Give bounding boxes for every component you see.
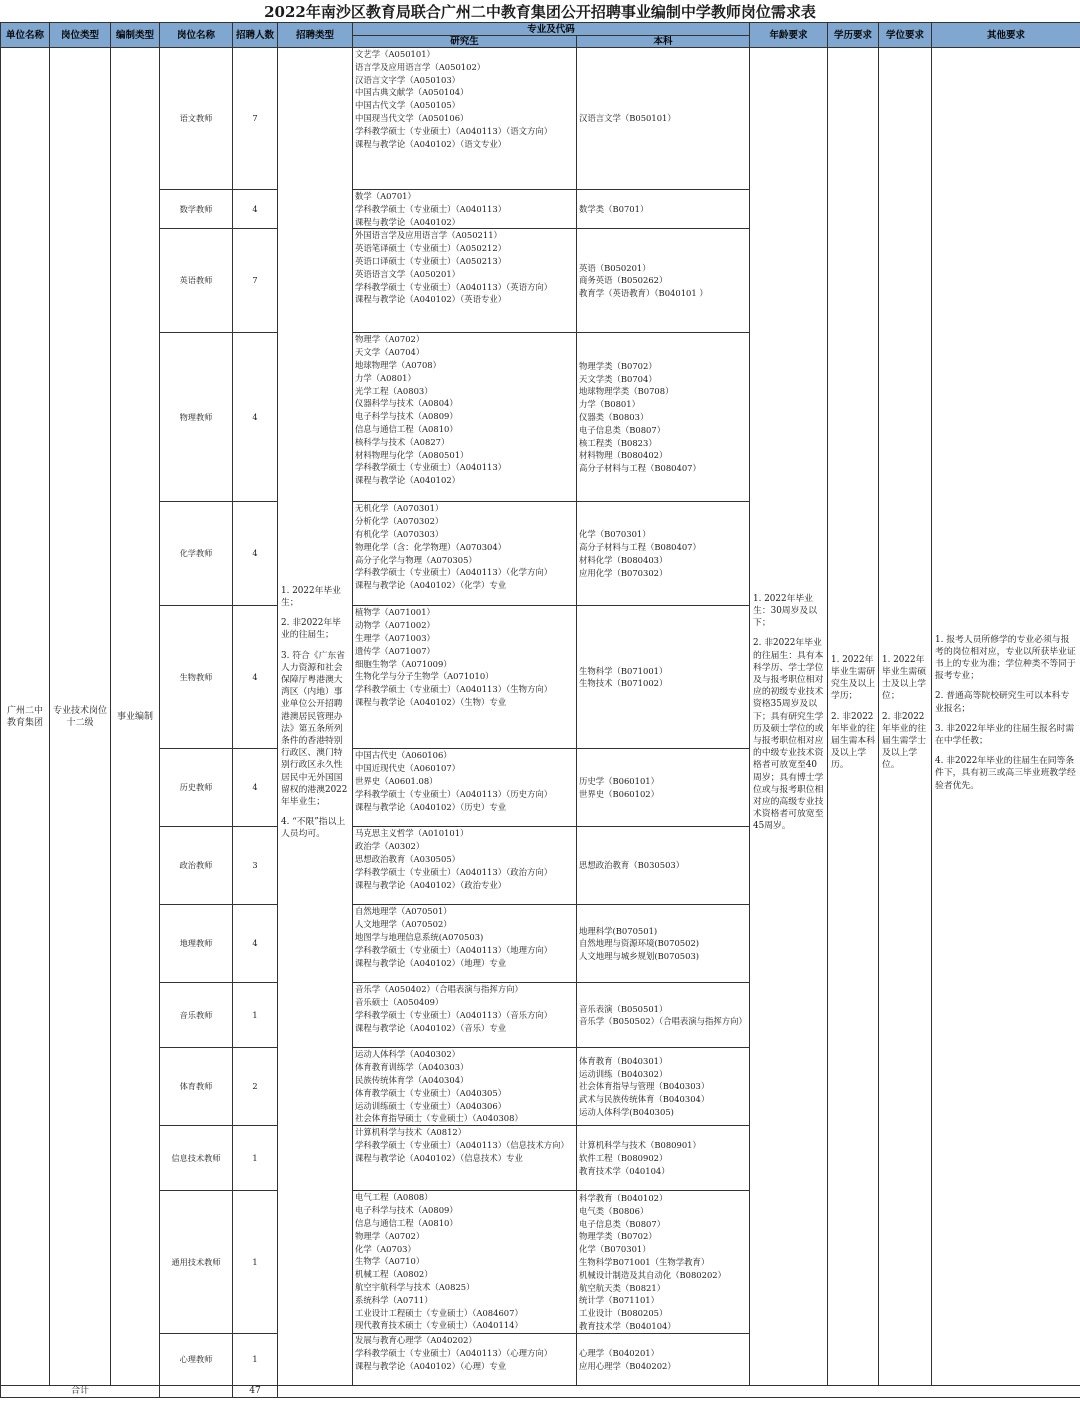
post-name-cell: 历史教师 xyxy=(160,749,233,827)
major-item: 音乐硕士（A050409） xyxy=(355,997,444,1008)
major-item: 运动人体科学(B040305) xyxy=(579,1107,674,1118)
count-cell: 4 xyxy=(233,502,278,606)
major-item: 汉语言文字学（A050103） xyxy=(355,74,461,85)
total-post-cell xyxy=(160,1386,233,1398)
requirement-item: 3. 符合《广东省人力资源和社会保障厅粤港澳大湾区（内地）事业单位公开招聘港澳居民管理办法》第五条所列条件的香港特别行政区、澳门特别行政区永久性居民中无外国国留权的港澳2022年毕业生； xyxy=(281,650,348,808)
major-item: 英语口译硕士（专业硕士）（A050213） xyxy=(355,255,507,266)
major-item: 机械设计制造及其自动化（B080202） xyxy=(579,1269,726,1280)
count-cell: 1 xyxy=(233,1126,278,1191)
major-item: 体育教学硕士（专业硕士）（A040305） xyxy=(355,1087,507,1098)
major-item: 生理学（A071003） xyxy=(355,632,435,643)
major-item: 力学（B0801） xyxy=(579,399,640,410)
major-item: 教育技术学（040104） xyxy=(579,1165,670,1176)
major-item: 物理化学（含：化学物理）（A070304） xyxy=(355,541,507,552)
major-item: 运动训练硕士（专业硕士）（A040306） xyxy=(355,1100,507,1111)
major-item: 遗传学（A071007） xyxy=(355,645,435,656)
count-cell: 7 xyxy=(233,229,278,333)
major-item: 学科教学硕士（专业硕士）（A040113）（生物方向） xyxy=(355,684,553,695)
major-item: 世界史（A0601.08） xyxy=(355,775,438,786)
major-item: 音乐学（A050402）（合唱表演与指挥方向） xyxy=(355,984,523,995)
major-item: 体育教育训练学（A040303） xyxy=(355,1062,469,1073)
major-item: 地球物理学类（B0708） xyxy=(579,386,674,397)
grad-majors-cell xyxy=(353,190,577,229)
requirement-item: 1. 报考人员所修学的专业必须与报考的岗位相对应，专业以所获毕业证书上的专业为准；学位种类不等同于报考专业； xyxy=(935,634,1076,682)
undergrad-majors-cell xyxy=(577,48,750,190)
major-item: 化学（B070301） xyxy=(579,529,651,540)
major-item: 应用化学（B070302） xyxy=(579,567,668,578)
major-item: 学科教学硕士（专业硕士）（A040113）（心理方向） xyxy=(355,1348,553,1359)
major-item: 核科学与技术（A0827） xyxy=(355,436,450,447)
header-undergrad: 本科 xyxy=(577,36,750,48)
education-cell xyxy=(828,48,879,1386)
major-item: 学科教学硕士（专业硕士）（A040113）（化学方向） xyxy=(355,567,553,578)
unit-cell: 广州二中教育集团 xyxy=(1,48,50,1386)
post-name-cell: 体育教师 xyxy=(160,1048,233,1126)
requirement-item: 2. 普通高等院校研究生可以本科专业报名； xyxy=(935,691,1070,714)
major-item: 计算机科学与技术（A0812） xyxy=(355,1127,467,1138)
header-major: 专业及代码 xyxy=(353,23,750,36)
major-item: 软件工程（B080902） xyxy=(579,1152,668,1163)
major-item: 高分子材料与工程（B080407） xyxy=(579,542,701,553)
major-item: 文艺学（A050101） xyxy=(355,49,435,59)
grad-majors-cell xyxy=(353,749,577,827)
header-count: 招聘人数 xyxy=(233,23,278,48)
major-item: 天文学类（B0704） xyxy=(579,373,657,384)
undergrad-majors-cell xyxy=(577,229,750,333)
major-item: 课程与教学论（A040102）（语文专业） xyxy=(355,138,507,149)
major-item: 课程与教学论（A040102）（生物）专业 xyxy=(355,696,507,707)
major-item: 学科教学硕士（专业硕士）（A040113）（历史方向） xyxy=(355,788,553,799)
age-cell xyxy=(750,48,828,1386)
major-item: 力学（A0801） xyxy=(355,372,416,383)
major-item: 音乐学（B050502）（合唱表演与指挥方向） xyxy=(579,1016,747,1027)
major-item: 人文地理学（A070502） xyxy=(355,919,452,930)
major-item: 马克思主义哲学（A010101） xyxy=(355,828,469,839)
major-item: 仪器科学与技术（A0804） xyxy=(355,398,458,409)
major-item: 航空宇航科学与技术（A0825） xyxy=(355,1281,475,1292)
undergrad-majors-cell xyxy=(577,827,750,905)
major-item: 核工程类（B0823） xyxy=(579,437,657,448)
requirement-item: 2. 非2022年毕业的往届生需学士及以上学位。 xyxy=(882,711,927,771)
major-item: 统计学（B071101） xyxy=(579,1295,659,1306)
count-cell: 1 xyxy=(233,1191,278,1334)
major-item: 外国语言学及应用语言学（A050211） xyxy=(355,230,502,241)
major-item: 物理学类（B0702） xyxy=(579,1231,657,1242)
major-item: 材料化学（B080403） xyxy=(579,554,668,565)
major-item: 学科教学硕士（专业硕士）（A040113）（英语方向） xyxy=(355,281,553,292)
major-item: 电子信息类（B0807） xyxy=(579,1218,666,1229)
major-item: 分析化学（A070302） xyxy=(355,516,444,527)
post-name-cell: 物理教师 xyxy=(160,333,233,502)
header-post-name: 岗位名称 xyxy=(160,23,233,48)
major-item: 仪器类（B0803） xyxy=(579,411,649,422)
requirement-item: 4. 非2022年毕业的往届生在同等条件下，具有初三或高三毕业班教学经验者优先。 xyxy=(935,756,1076,791)
major-item: 材料物理（B080402） xyxy=(579,450,668,461)
major-item: 中国古代史（A060106） xyxy=(355,750,452,761)
major-item: 体育教育（B040301） xyxy=(579,1055,668,1066)
major-item: 高分子化学与物理（A070305） xyxy=(355,554,477,565)
staffing-cell: 事业编制 xyxy=(111,48,160,1386)
post-name-cell: 化学教师 xyxy=(160,502,233,606)
major-item: 课程与教学论（A040102）（历史）专业 xyxy=(355,801,507,812)
major-item: 工业设计工程硕士（专业硕士）（A084607） xyxy=(355,1307,523,1318)
major-item: 现代教育技术硕士（专业硕士）（A040114） xyxy=(355,1320,523,1331)
major-item: 物理学（A0702） xyxy=(355,334,425,345)
major-item: 细胞生物学（A071009） xyxy=(355,658,452,669)
major-item: 系统科学（A0711） xyxy=(355,1294,433,1305)
major-item: 武术与民族传统体育（B040304） xyxy=(579,1094,710,1105)
major-item: 学科教学硕士（专业硕士）（A040113）（政治方向） xyxy=(355,866,553,877)
major-item: 中国现当代文学（A050106） xyxy=(355,112,469,123)
requirement-item: 3. 非2022年毕业的往届生报名时需在中学任教； xyxy=(935,723,1075,746)
table-row xyxy=(1,48,1080,190)
count-cell: 1 xyxy=(233,983,278,1048)
major-item: 中国古代文学（A050105） xyxy=(355,100,461,111)
requirement-item: 2. 非2022年毕业的往届生：具有本科学历、学士学位及与报考职位相对应的初级专业技术资格35周岁及以下；具有研究生学历及硕士学位的或与报考职位相对应的中级专业技术资格者可放宽至40周岁；具有博士学位或与报考职位相对应的高级专业技术资格者可放宽至45周岁。 xyxy=(753,638,824,832)
page-title: 2022年南沙区教育局联合广州二中教育集团公开招聘事业编制中学教师岗位需求表 xyxy=(264,3,816,21)
requirement-item: 1. 2022年毕业生需硕士及以上学位； xyxy=(882,654,927,702)
undergrad-majors-cell xyxy=(577,502,750,606)
count-cell: 2 xyxy=(233,1048,278,1126)
major-item: 物理学类（B0702） xyxy=(579,360,657,371)
count-cell: 4 xyxy=(233,190,278,229)
major-item: 心理学（B040201） xyxy=(579,1348,659,1359)
header-unit: 单位名称 xyxy=(1,23,50,48)
total-label: 合计 xyxy=(1,1386,160,1398)
major-item: 自然地理学（A070501） xyxy=(355,906,452,917)
major-item: 课程与教学论（A040102）（政治专业） xyxy=(355,879,507,890)
grad-majors-cell xyxy=(353,983,577,1048)
major-item: 天文学（A0704） xyxy=(355,347,425,358)
undergrad-majors-cell xyxy=(577,983,750,1048)
major-item: 课程与教学论（A040102）（音乐）专业 xyxy=(355,1022,507,1033)
major-item: 人文地理与城乡规划(B070503) xyxy=(579,951,700,962)
count-cell: 1 xyxy=(233,1334,278,1386)
grad-majors-cell xyxy=(353,333,577,502)
major-item: 课程与教学论（A040102）（地理）专业 xyxy=(355,957,507,968)
total-blank xyxy=(278,1386,1080,1398)
grad-majors-cell xyxy=(353,606,577,749)
post-name-cell: 音乐教师 xyxy=(160,983,233,1048)
major-item: 学科教学硕士（专业硕士）（A040113）（音乐方向） xyxy=(355,1009,553,1020)
count-cell: 3 xyxy=(233,827,278,905)
major-item: 高分子材料与工程（B080407） xyxy=(579,463,701,474)
major-item: 电子科学与技术（A0809） xyxy=(355,1205,458,1216)
table-body xyxy=(1,48,1080,1398)
post-name-cell: 英语教师 xyxy=(160,229,233,333)
count-cell: 7 xyxy=(233,48,278,190)
major-item: 课程与教学论（A040102） xyxy=(355,475,461,486)
major-item: 应用心理学（B040202） xyxy=(579,1360,676,1371)
major-item: 课程与教学论（A040102）（信息技术）专业 xyxy=(355,1152,523,1163)
major-item: 学科教学硕士（专业硕士）（A040113）（地理方向） xyxy=(355,944,553,955)
header-age: 年龄要求 xyxy=(750,23,828,48)
undergrad-majors-cell xyxy=(577,905,750,983)
major-item: 学科教学硕士（专业硕士）（A040113）（语文方向） xyxy=(355,125,553,136)
post-name-cell: 语文教师 xyxy=(160,48,233,190)
major-item: 计算机科学与技术（B080901） xyxy=(579,1140,701,1151)
major-item: 信息与通信工程（A0810） xyxy=(355,1217,458,1228)
recruitment-table xyxy=(0,22,1080,1398)
grad-majors-cell xyxy=(353,1048,577,1126)
major-item: 科学教育（B040102） xyxy=(579,1193,668,1203)
major-item: 课程与教学论（A040102） xyxy=(355,216,461,227)
count-cell: 4 xyxy=(233,905,278,983)
major-item: 学科教学硕士（专业硕士）（A040113） xyxy=(355,462,507,473)
grad-majors-cell xyxy=(353,827,577,905)
major-item: 电气工程（A0808） xyxy=(355,1192,433,1203)
count-cell: 4 xyxy=(233,749,278,827)
major-item: 数学类（B0701） xyxy=(579,203,649,214)
undergrad-majors-cell xyxy=(577,333,750,502)
major-item: 电子信息类（B0807） xyxy=(579,424,666,435)
requirement-item: 2. 非2022年毕业的往届生； xyxy=(281,618,341,641)
grad-majors-cell xyxy=(353,905,577,983)
major-item: 中国近现代史（A060107） xyxy=(355,763,461,774)
undergrad-majors-cell xyxy=(577,190,750,229)
major-item: 学科教学硕士（专业硕士）（A040113）（信息技术方向） xyxy=(355,1140,569,1151)
header-post-type: 岗位类型 xyxy=(50,23,111,48)
major-item: 动物学（A071002） xyxy=(355,620,435,631)
other-cell xyxy=(932,48,1080,1386)
undergrad-majors-cell xyxy=(577,1191,750,1334)
major-item: 历史学（B060101） xyxy=(579,776,659,787)
major-item: 地图学与地理信息系统(A070503) xyxy=(355,931,484,942)
header-education: 学历要求 xyxy=(828,23,879,48)
total-count: 47 xyxy=(233,1386,278,1398)
major-item: 工业设计（B080205） xyxy=(579,1308,668,1319)
recruit-type-cell xyxy=(278,48,353,1386)
major-item: 化学（B070301） xyxy=(579,1244,651,1255)
major-item: 思想政治教育（B030503） xyxy=(579,860,685,871)
major-item: 材料物理与化学（A080501） xyxy=(355,449,469,460)
major-item: 生物科学（B071001） xyxy=(579,665,668,676)
undergrad-majors-cell xyxy=(577,1334,750,1386)
major-item: 政治学（A0302） xyxy=(355,841,425,852)
major-item: 自然地理与资源环境(B070502) xyxy=(579,938,700,949)
major-item: 英语语言文学（A050201） xyxy=(355,268,461,279)
major-item: 社会体育指导硕士（专业硕士）（A040308） xyxy=(355,1113,523,1124)
requirement-item: 4. “不限”指以上人员均可。 xyxy=(281,817,346,840)
major-item: 电气类（B0806） xyxy=(579,1205,649,1216)
count-cell: 4 xyxy=(233,606,278,749)
undergrad-majors-cell xyxy=(577,749,750,827)
undergrad-majors-cell xyxy=(577,1048,750,1126)
requirement-item: 2. 非2022年毕业的往届生需本科及以上学历。 xyxy=(831,711,876,771)
header-degree: 学位要求 xyxy=(879,23,932,48)
major-item: 民族传统体育学（A040304） xyxy=(355,1074,469,1085)
major-item: 光学工程（A0803） xyxy=(355,385,433,396)
major-item: 社会体育指导与管理（B040303） xyxy=(579,1081,710,1092)
post-type-cell: 专业技术岗位十二级 xyxy=(50,48,111,1386)
major-item: 数学（A0701） xyxy=(355,191,416,201)
major-item: 生物科学B071001（生物学教育） xyxy=(579,1256,710,1267)
header-recruit-type: 招聘类型 xyxy=(278,23,353,48)
major-item: 商务英语（B050262） xyxy=(579,275,668,286)
major-item: 电子科学与技术（A0809） xyxy=(355,411,458,422)
post-name-cell: 政治教师 xyxy=(160,827,233,905)
major-item: 英语笔译硕士（专业硕士）（A050212） xyxy=(355,243,507,254)
major-item: 运动人体科学（A040302） xyxy=(355,1049,461,1060)
major-item: 信息与通信工程（A0810） xyxy=(355,423,458,434)
post-name-cell: 生物教师 xyxy=(160,606,233,749)
undergrad-majors-cell xyxy=(577,606,750,749)
major-item: 生物技术（B071002） xyxy=(579,678,668,689)
post-name-cell: 信息技术教师 xyxy=(160,1126,233,1191)
post-name-cell: 心理教师 xyxy=(160,1334,233,1386)
total-row xyxy=(1,1386,1080,1398)
major-item: 语言学及应用语言学（A050102） xyxy=(355,61,486,72)
major-item: 英语（B050201） xyxy=(579,262,651,273)
grad-majors-cell xyxy=(353,502,577,606)
major-item: 中国古典文献学（A050104） xyxy=(355,87,469,98)
major-item: 无机化学（A070301） xyxy=(355,503,444,514)
major-item: 汉语言文学（B050101） xyxy=(579,113,676,124)
major-item: 思想政治教育（A030505） xyxy=(355,853,461,864)
major-item: 有机化学（A070303） xyxy=(355,528,444,539)
header-staffing: 编制类型 xyxy=(111,23,160,48)
major-item: 生物化学与分子生物学（A071010） xyxy=(355,671,494,682)
major-item: 生物学（A0710） xyxy=(355,1256,425,1267)
major-item: 植物学（A071001） xyxy=(355,607,435,618)
major-item: 课程与教学论（A040102）（心理）专业 xyxy=(355,1360,507,1371)
major-item: 音乐表演（B050501） xyxy=(579,1003,668,1014)
grad-majors-cell xyxy=(353,1191,577,1334)
major-item: 地理科学(B070501) xyxy=(579,925,658,936)
major-item: 物理学（A0702） xyxy=(355,1230,425,1241)
post-name-cell: 通用技术教师 xyxy=(160,1191,233,1334)
header-grad: 研究生 xyxy=(353,36,577,48)
major-item: 世界史（B060102） xyxy=(579,788,659,799)
undergrad-majors-cell xyxy=(577,1126,750,1191)
major-item: 运动训练（B040302） xyxy=(579,1068,668,1079)
requirement-item: 1. 2022年毕业生需研究生及以上学历； xyxy=(831,654,876,702)
major-item: 课程与教学论（A040102）（英语专业） xyxy=(355,294,507,305)
major-item: 地球物理学（A0708） xyxy=(355,359,441,370)
grad-majors-cell xyxy=(353,229,577,333)
count-cell: 4 xyxy=(233,333,278,502)
major-item: 学科教学硕士（专业硕士）（A040113） xyxy=(355,203,507,214)
major-item: 发展与教育心理学（A040202） xyxy=(355,1335,477,1346)
post-name-cell: 数学教师 xyxy=(160,190,233,229)
major-item: 化学（A0703） xyxy=(355,1243,416,1254)
grad-majors-cell xyxy=(353,48,577,190)
major-item: 航空航天类（B0821） xyxy=(579,1282,666,1293)
major-item: 课程与教学论（A040102）（化学）专业 xyxy=(355,580,507,591)
major-item: 教育学（英语教育）（B040101 ） xyxy=(579,288,708,299)
grad-majors-cell xyxy=(353,1334,577,1386)
major-item: 教育技术学（B040104） xyxy=(579,1320,676,1331)
requirement-item: 1. 2022年毕业生：30周岁及以下； xyxy=(753,593,817,629)
post-name-cell: 地理教师 xyxy=(160,905,233,983)
major-item: 机械工程（A0802） xyxy=(355,1269,433,1280)
grad-majors-cell xyxy=(353,1126,577,1191)
requirement-item: 1. 2022年毕业生； xyxy=(281,585,341,608)
header-other: 其他要求 xyxy=(932,23,1080,48)
degree-cell xyxy=(879,48,932,1386)
